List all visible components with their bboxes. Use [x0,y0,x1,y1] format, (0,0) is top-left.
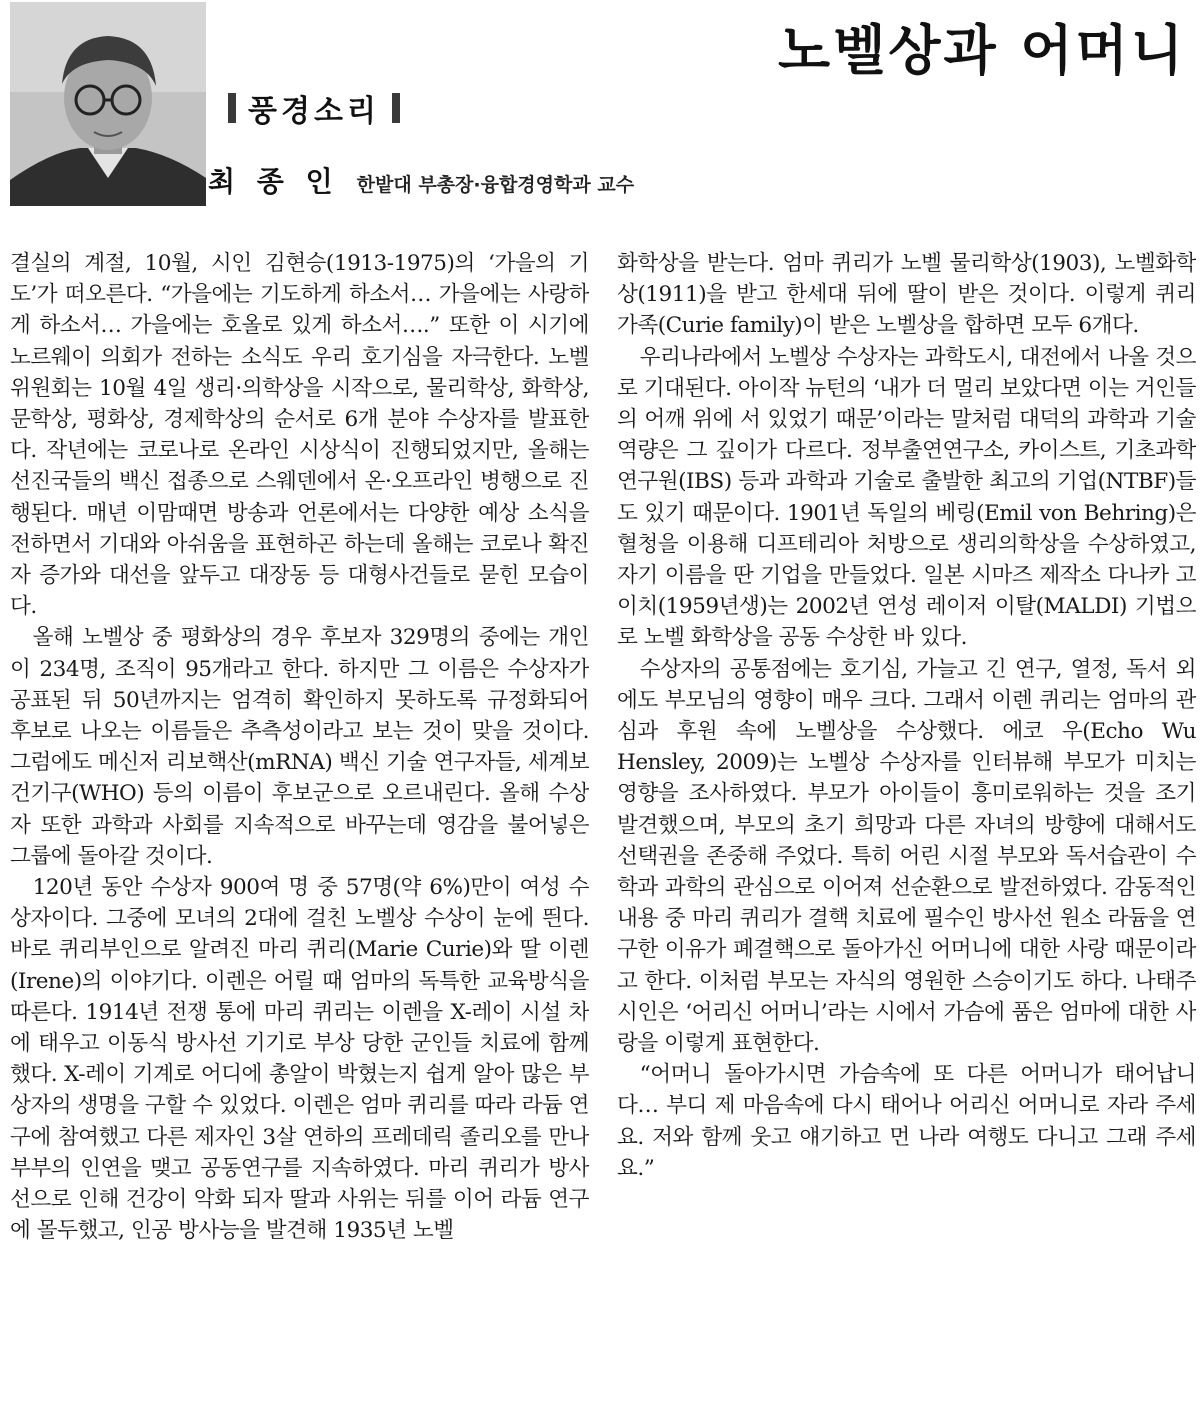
author-portrait-icon [10,2,206,206]
column-name: 풍경소리 [248,94,380,129]
right-column [617,248,1196,1420]
left-column [10,248,589,1420]
paragraph: “어머니 돌아가시면 가슴속에 또 다른 어머니가 태어납니다… 부디 제 마음속에 다시 태어나 어리신 어머니로 자라 주세요. 저와 함께 웃고 얘기하고 먼 나라 여행도 다니고 그래 주세요.” [617,1062,1196,1181]
paragraph: 우리나라에서 노벨상 수상자는 과학도시, 대전에서 나올 것으로 기대된다. 아이작 뉴턴의 ‘내가 더 멀리 보았다면 이는 거인들의 어깨 위에 서 있었기 때문’이라는 말처럼 대덕의 과학과 기술 역량은 그 깊이가 다르다. 정부출연연구소, 카이스트, 기초과학연구원(IBS) 등과 과학과 기술로 출발한 최고의 기업(NTBF)들도 있기 때문이다. 1901년 독일의 베링(Emil von Behring)은 혈청을 이용해 디프테리아 처방으로 생리의학상을 수상하였고, 자기 이름을 딴 기업을 만들었다. 일본 시마즈 제작소 다나카 고이치(1959년생)는 2002년 연성 레이저 이탈(MALDI) 기법으로 노벨 화학상을 공동 수상한 바 있다. [617,344,1196,651]
paragraph: 120년 동안 수상자 900여 명 중 57명(약 6%)만이 여성 수상자이다. 그중에 모녀의 2대에 걸친 노벨상 수상이 눈에 띈다. 바로 퀴리부인으로 알려진 마리 퀴리(Marie Curie)와 딸 이렌(Irene)의 이야기다. 이렌은 어릴 때 엄마의 독특한 교육방식을 따른다. 1914년 전쟁 통에 마리 퀴리는 이렌을 X-레이 시설 차에 태우고 이동식 방사선 기기로 부상 당한 군인들 치료에 함께했다. X-레이 기계로 어디에 총알이 박혔는지 쉽게 알아 많은 부상자의 생명을 구할 수 있었다. 이렌은 엄마 퀴리를 따라 라듐 연구에 참여했고 다른 제자인 3살 연하의 프레데릭 졸리오를 만나 부부의 인연을 맺고 공동연구를 지속하였다. 마리 퀴리가 방사선으로 인해 건강이 악화 되자 딸과 사위는 뒤를 이어 라듐 연구에 몰두했고, 인공 방사능을 발견해 1935년 노벨 [10,875,589,1244]
article-body [10,248,1196,1420]
paragraph: 수상자의 공통점에는 호기심, 가늘고 긴 연구, 열정, 독서 외에도 부모님의 영향이 매우 크다. 그래서 이렌 퀴리는 엄마의 관심과 후원 속에 노벨상을 수상했다. 에코 우(Echo Wu Hensley, 2009)는 노벨상 수상자를 인터뷰해 부모가 미치는 영향을 조사하였다. 부모가 아이들이 흥미로워하는 것을 조기 발견했으며, 부모의 초기 희망과 다른 자녀의 방향에 대해서도 선택권을 존중해 주었다. 특히 어린 시절 부모와 독서습관이 수학과 과학의 관심으로 이어져 선순환으로 발전하였다. 감동적인 내용 중 마리 퀴리가 결핵 치료에 필수인 방사선 원소 라듐을 연구한 이유가 폐결핵으로 돌아가신 어머니에 대한 사랑 때문이라고 한다. 이처럼 부모는 자식의 영원한 스승이기도 하다. 나태주 시인은 ‘어리신 어머니’라는 시에서 가슴에 품은 엄마에 대한 사랑을 이렇게 표현한다. [617,656,1196,1057]
author-affiliation: 한밭대 부총장·융합경영학과 교수 [356,174,635,196]
author-photo [10,2,206,206]
article-header [0,0,1202,225]
paragraph: 올해 노벨상 중 평화상의 경우 후보자 329명의 중에는 개인이 234명, 조직이 95개라고 한다. 하지만 그 이름은 수상자가 공표된 뒤 50년까지는 엄격히 확인하지 못하도록 규정화되어 후보로 나오는 이름들은 추측성이라고 보는 것이 맞을 것이다. 그럼에도 메신저 리보핵산(mRNA) 백신 기술 연구자들, 세계보건기구(WHO) 등의 이름이 후보군으로 오르내린다. 올해 수상자 또한 과학과 사회를 지속적으로 바꾸는데 영감을 불어넣은 그룹에 돌아갈 것이다. [10,625,589,869]
column-tag [228,88,400,128]
tag-right-bar [392,93,400,123]
tag-left-bar [228,93,236,123]
author-name: 최 종 인 [208,165,339,198]
headline: 노벨상과 어머니 [778,19,1186,82]
paragraph: 화학상을 받는다. 엄마 퀴리가 노벨 물리학상(1903), 노벨화학상(1911)을 받고 한세대 뒤에 딸이 받은 것이다. 이렇게 퀴리 가족(Curie family)이 받은 노벨상을 합하면 모두 6개다. [617,251,1196,339]
paragraph: 결실의 계절, 10월, 시인 김현승(1913-1975)의 ‘가을의 기도’가 떠오른다. “가을에는 기도하게 하소서… 가을에는 사랑하게 하소서… 가을에는 호올로 있게 하소서….” 또한 이 시기에 노르웨이 의회가 전하는 소식도 우리 호기심을 자극한다. 노벨 위원회는 10월 4일 생리·의학상을 시작으로, 물리학상, 화학상, 문학상, 평화상, 경제학상의 순서로 6개 분야 수상자를 발표한다. 작년에는 코로나로 온라인 시상식이 진행되었지만, 올해는 선진국들의 백신 접종으로 스웨덴에서 온·오프라인 병행으로 진행된다. 매년 이맘때면 방송과 언론에서는 다양한 예상 소식을 전하면서 기대와 아쉬움을 표현하곤 하는데 올해는 코로나 확진자 증가와 대선을 앞두고 대장동 등 대형사건들로 묻힌 모습이다. [10,251,589,620]
byline [208,160,634,200]
